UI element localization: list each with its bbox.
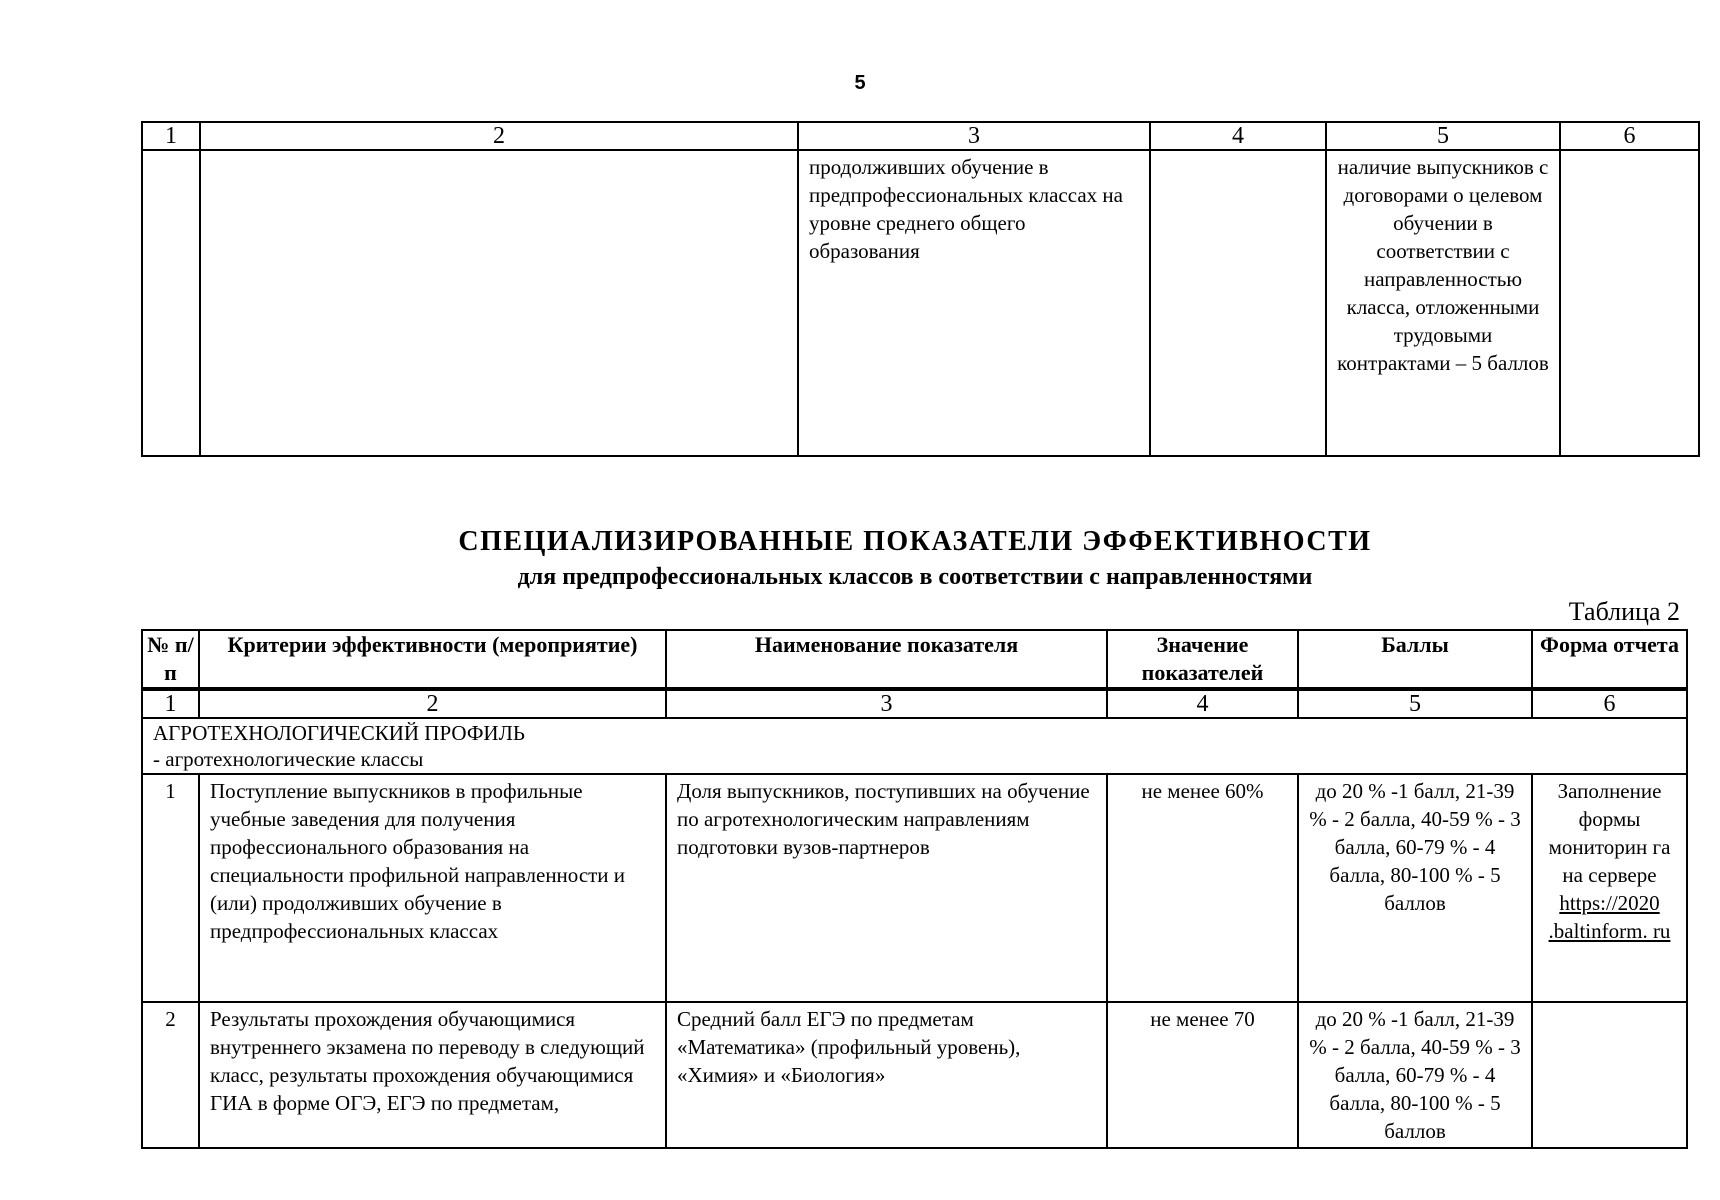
table-row [142,150,1699,456]
table-row [142,1002,1687,1148]
table-column-numbers [142,122,1699,150]
table-label: Таблица 2 [1568,597,1680,626]
cell-num: 2 [142,1002,199,1148]
report-text: Заполнение формы мониторин га на сервере [1548,779,1671,887]
cell-criteria: Результаты прохождения обучающимися внутреннего экзамена по переводу в следующий класс, результаты прохождения обучающимися ГИА в форме ОГЭ, ЕГЭ по предметам, [199,1002,666,1148]
header-num: № п/п [142,630,199,689]
profile-subtitle: - агротехнологические классы [153,747,424,771]
cell-value: не менее 60% [1107,774,1298,1002]
continuation-table [141,121,1700,457]
indicators-table [141,629,1688,1149]
col-number: 3 [798,122,1150,150]
col-number: 1 [142,689,199,718]
cell-num: 1 [142,774,199,1002]
col-number: 5 [1326,122,1560,150]
header-criteria: Критерии эффективности (мероприятие) [199,630,666,689]
col-number: 2 [199,689,666,718]
section-subtitle: для предпрофессиональных классов в соответствии с направленностями [517,564,1313,590]
header-value: Значение показателей [1107,630,1298,689]
profile-title: АГРОТЕХНОЛОГИЧЕСКИЙ ПРОФИЛЬ [153,721,525,745]
cell-report [1560,150,1699,456]
col-number: 6 [1560,122,1699,150]
header-points: Баллы [1298,630,1532,689]
cell-points: наличие выпускников с договорами о целевом обучении в соответствии с направленностью класса, отложенными трудовыми контрактами – 5 баллов [1326,150,1560,456]
cell-points: до 20 % -1 балл, 21-39 % - 2 балла, 40-59 % - 3 балла, 60-79 % - 4 балла, 80-100 % - 5 баллов [1298,774,1532,1002]
col-number: 2 [200,122,798,150]
cell-indicator: продолживших обучение в предпрофессиональных классах на уровне среднего общего образования [798,150,1150,456]
header-report: Форма отчета [1532,630,1687,689]
profile-section-cell [142,718,1687,774]
cell-report [1532,774,1687,1002]
cell-indicator: Средний балл ЕГЭ по предметам «Математика» (профильный уровень), «Химия» и «Биология» [666,1002,1107,1148]
table-header [142,630,1687,689]
cell-indicator: Доля выпускников, поступивших на обучение по агротехнологическим направлениям подготовки вузов-партнеров [666,774,1107,1002]
table-column-numbers [142,689,1687,718]
col-number: 4 [1150,122,1326,150]
col-number: 4 [1107,689,1298,718]
col-number: 5 [1298,689,1532,718]
cell-value: не менее 70 [1107,1002,1298,1148]
profile-section-row [142,718,1687,774]
cell-points: до 20 % -1 балл, 21-39 % - 2 балла, 40-59 % - 3 балла, 60-79 % - 4 балла, 80-100 % - 5 баллов [1298,1002,1532,1148]
section-title: СПЕЦИАЛИЗИРОВАННЫЕ ПОКАЗАТЕЛИ ЭФФЕКТИВНОСТИ [458,526,1372,557]
cell-report [1532,1002,1687,1148]
table-row [142,774,1687,1002]
report-link[interactable]: https://2020 .baltinform. ru [1548,891,1671,943]
col-number: 6 [1532,689,1687,718]
col-number: 3 [666,689,1107,718]
cell-criteria [200,150,798,456]
cell-num [142,150,200,456]
cell-criteria: Поступление выпускников в профильные учебные заведения для получения профессионального образования на специальности профильной направленности и (или) продолживших обучение в предпрофессиональных классах [199,774,666,1002]
cell-value [1150,150,1326,456]
page-number: 5 [854,72,866,94]
col-number: 1 [142,122,200,150]
header-indicator: Наименование показателя [666,630,1107,689]
